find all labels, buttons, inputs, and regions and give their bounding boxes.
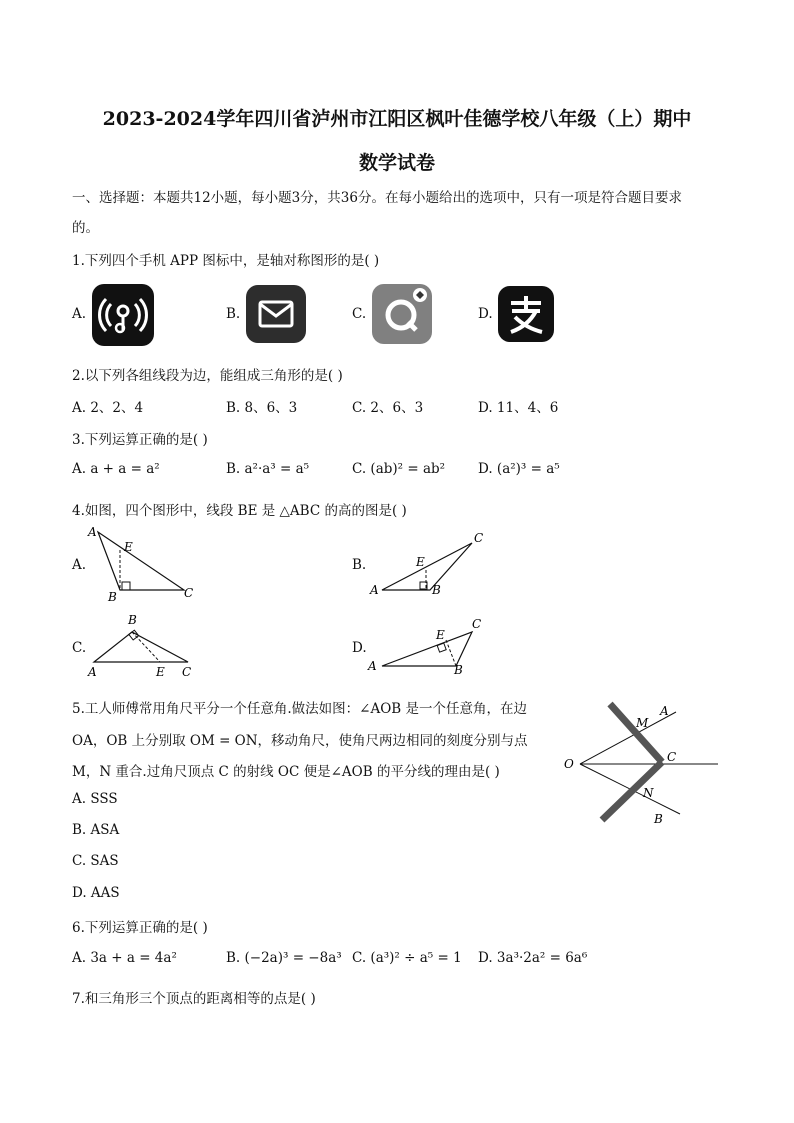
q4-option-c-label: C.: [72, 640, 87, 656]
q4-stem: 4.如图，四个图形中，线段 BE 是 △ABC 的高的图是( ): [72, 503, 407, 519]
label-c: C: [472, 617, 482, 631]
q3-option-a: A. a + a = a²: [72, 461, 160, 477]
label-e: E: [124, 540, 133, 554]
label-c: C: [182, 665, 192, 679]
label-o: O: [564, 757, 574, 771]
q3-option-b: B. a²·a³ = a⁵: [226, 461, 310, 477]
q1-option-b-label: B.: [226, 306, 241, 322]
q6-option-b: B. (−2a)³ = −8a³: [226, 950, 342, 966]
q2-option-c: C. 2、6、3: [352, 400, 424, 416]
label-b: B: [654, 812, 663, 826]
mail-icon: [246, 285, 306, 343]
label-n: N: [643, 786, 654, 800]
q4-figure-a: [84, 522, 204, 604]
q6-option-a: A. 3a + a = 4a²: [72, 950, 177, 966]
label-c: C: [474, 531, 484, 545]
label-a: A: [88, 665, 97, 679]
label-b: B: [432, 583, 441, 597]
q3-option-d: D. (a²)³ = a⁵: [478, 461, 560, 477]
q2-option-b: B. 8、6、3: [226, 400, 298, 416]
q2-option-d: D. 11、4、6: [478, 400, 559, 416]
label-e: E: [436, 628, 445, 642]
section-instructions-line1: 一、选择题：本题共12小题，每小题3分，共36分。在每小题给出的选项中，只有一项是符合题目要求: [72, 190, 682, 206]
label-c: C: [184, 586, 194, 600]
q4-option-b-label: B.: [352, 557, 367, 573]
search-q-icon: [372, 284, 432, 344]
q5-option-c: C. SAS: [72, 853, 119, 869]
label-b: B: [128, 613, 137, 627]
q5-stem-line2: OA，OB 上分别取 OM = ON，移动角尺，使角尺两边相同的刻度分别与点: [72, 733, 528, 749]
q3-option-c: C. (ab)² = ab²: [352, 461, 446, 477]
q3-stem: 3.下列运算正确的是( ): [72, 432, 208, 448]
q1-option-c-label: C.: [352, 306, 367, 322]
label-c: C: [667, 750, 677, 764]
q5-option-b: B. ASA: [72, 822, 120, 838]
alipay-icon: [498, 286, 554, 342]
label-e: E: [156, 665, 165, 679]
q4-figure-d: [364, 614, 494, 680]
label-a: A: [660, 704, 669, 718]
q2-option-a: A. 2、2、4: [72, 400, 144, 416]
page-subtitle: 数学试卷: [358, 152, 435, 174]
q5-stem-line3: M，N 重合.过角尺顶点 C 的射线 OC 便是∠AOB 的平分线的理由是( ): [72, 764, 500, 780]
q5-stem-line1: 5.工人师傅常用角尺平分一个任意角.做法如图：∠AOB 是一个任意角，在边: [72, 701, 528, 717]
q4-figure-c: [84, 612, 204, 682]
q1-stem: 1.下列四个手机 APP 图标中，是轴对称图形的是( ): [72, 253, 380, 269]
q4-option-a-label: A.: [72, 557, 87, 573]
q6-option-d: D. 3a³·2a² = 6a⁶: [478, 950, 588, 966]
q5-figure-angle-ruler: [556, 696, 726, 832]
label-a: A: [370, 583, 379, 597]
q1-option-a-label: A.: [72, 306, 87, 322]
wifi-key-icon: [92, 284, 154, 346]
q4-option-d-label: D.: [352, 640, 367, 656]
label-a: A: [88, 525, 97, 539]
label-a: A: [368, 659, 377, 673]
q5-option-d: D. AAS: [72, 885, 120, 901]
q6-option-c: C. (a³)² ÷ a⁵ = 1: [352, 950, 462, 966]
q1-option-d-label: D.: [478, 306, 493, 322]
label-e: E: [416, 555, 425, 569]
q5-option-a: A. SSS: [72, 791, 118, 807]
q7-stem: 7.和三角形三个顶点的距离相等的点是( ): [72, 991, 316, 1007]
q6-stem: 6.下列运算正确的是( ): [72, 920, 208, 936]
page-title: 2023-2024学年四川省泸州市江阳区枫叶佳德学校八年级（上）期中: [102, 108, 692, 130]
q4-figure-b: [364, 528, 494, 598]
label-b: B: [108, 590, 117, 604]
section-instructions-line2: 的。: [72, 220, 99, 236]
label-m: M: [636, 716, 649, 730]
label-b: B: [454, 663, 463, 677]
q2-stem: 2.以下列各组线段为边，能组成三角形的是( ): [72, 368, 343, 384]
